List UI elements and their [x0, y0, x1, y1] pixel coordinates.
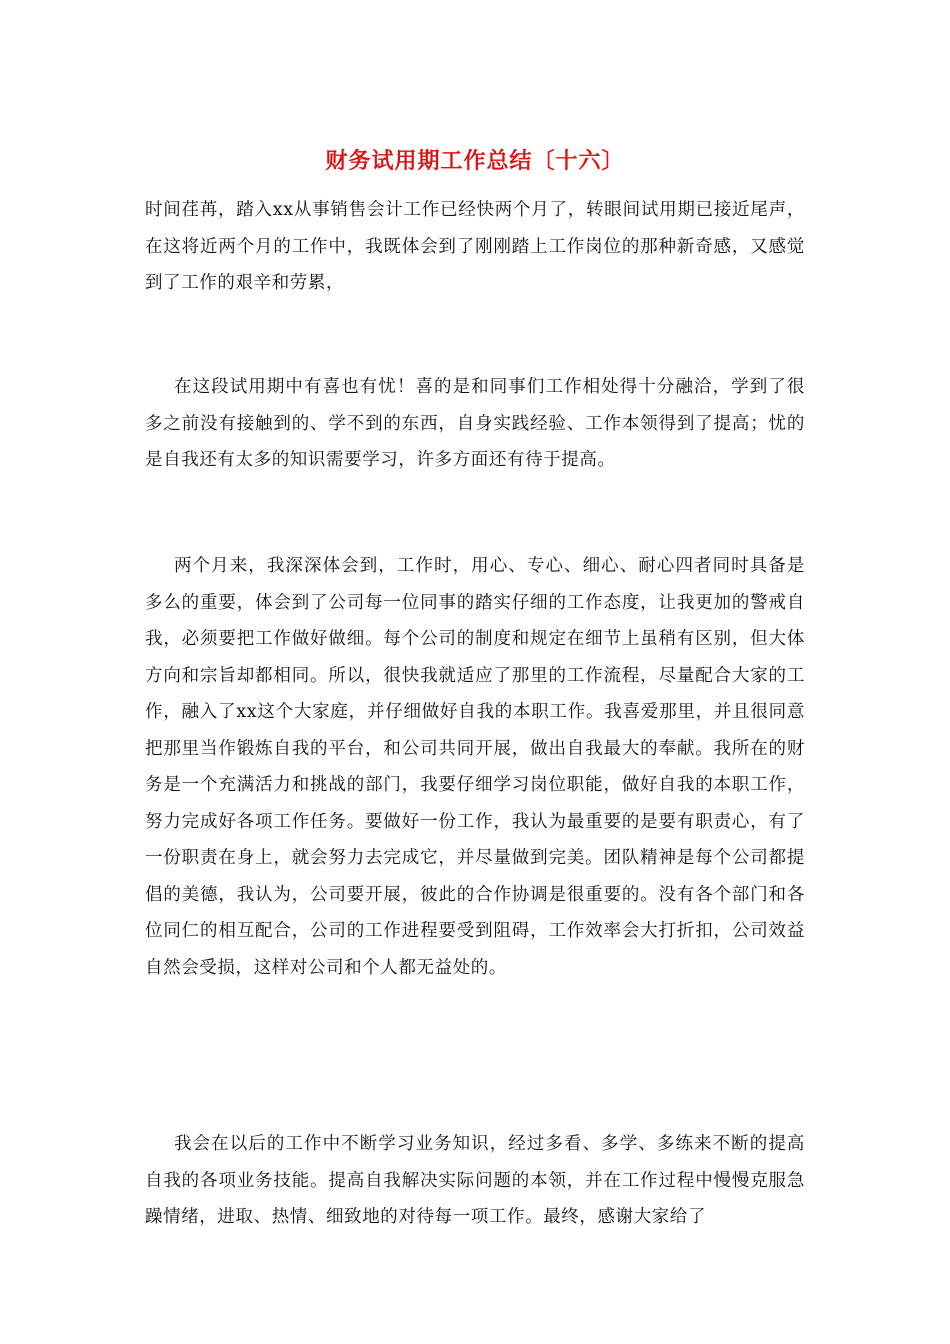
paragraph-future-plans: 我会在以后的工作中不断学习业务知识，经过多看、多学、多练来不断的提高自我的各项业务技能。提高自我解决实际问题的本领，并在工作过程中慢慢克服急躁情绪，进取、热情、细致地的对待每一项工作。最终，感谢大家给了	[145, 1134, 805, 1227]
document-title: 财务试用期工作总结〔十六〕	[325, 148, 625, 174]
paragraph-joys-and-worries: 在这段试用期中有喜也有忧！喜的是和同事们工作相处得十分融洽，学到了很多之前没有接触到的、学不到的东西，自身实践经验、工作本领得到了提高；忧的是自我还有太多的知识需要学习，许多方面还有待于提高。	[145, 377, 805, 470]
paragraph-intro: 时间荏苒，踏入xx从事销售会计工作已经快两个月了，转眼间试用期已接近尾声，在这将近两个月的工作中，我既体会到了刚刚踏上工作岗位的那种新奇感，又感觉到了工作的艰辛和劳累，	[145, 200, 805, 293]
paragraph-two-months-reflection: 两个月来，我深深体会到，工作时，用心、专心、细心、耐心四者同时具备是多么的重要，体会到了公司每一位同事的踏实仔细的工作态度，让我更加的警戒自我，必须要把工作做好做细。每个公司的制度和规定在细节上虽稍有区别，但大体方向和宗旨却都相同。所以，很快我就适应了那里的工作流程，尽量配合大家的工作，融入了xx这个大家庭，并仔细做好自我的本职工作。我喜爱那里，并且很同意把那里当作锻炼自我的平台，和公司共同开展，做出自我最大的奉献。我所在的财务是一个充满活力和挑战的部门，我要仔细学习岗位职能，做好自我的本职工作，努力完成好各项工作任务。要做好一份工作，我认为最重要的是要有职责心，有了一份职责在身上，就会努力去完成它，并尽量做到完美。团队精神是每个公司都提倡的美德，我认为，公司要开展，彼此的合作协调是很重要的。没有各个部门和各位同仁的相互配合，公司的工作进程要受到阻碍，工作效率会大打折扣，公司效益自然会受损，这样对公司和个人都无益处的。	[145, 556, 805, 978]
